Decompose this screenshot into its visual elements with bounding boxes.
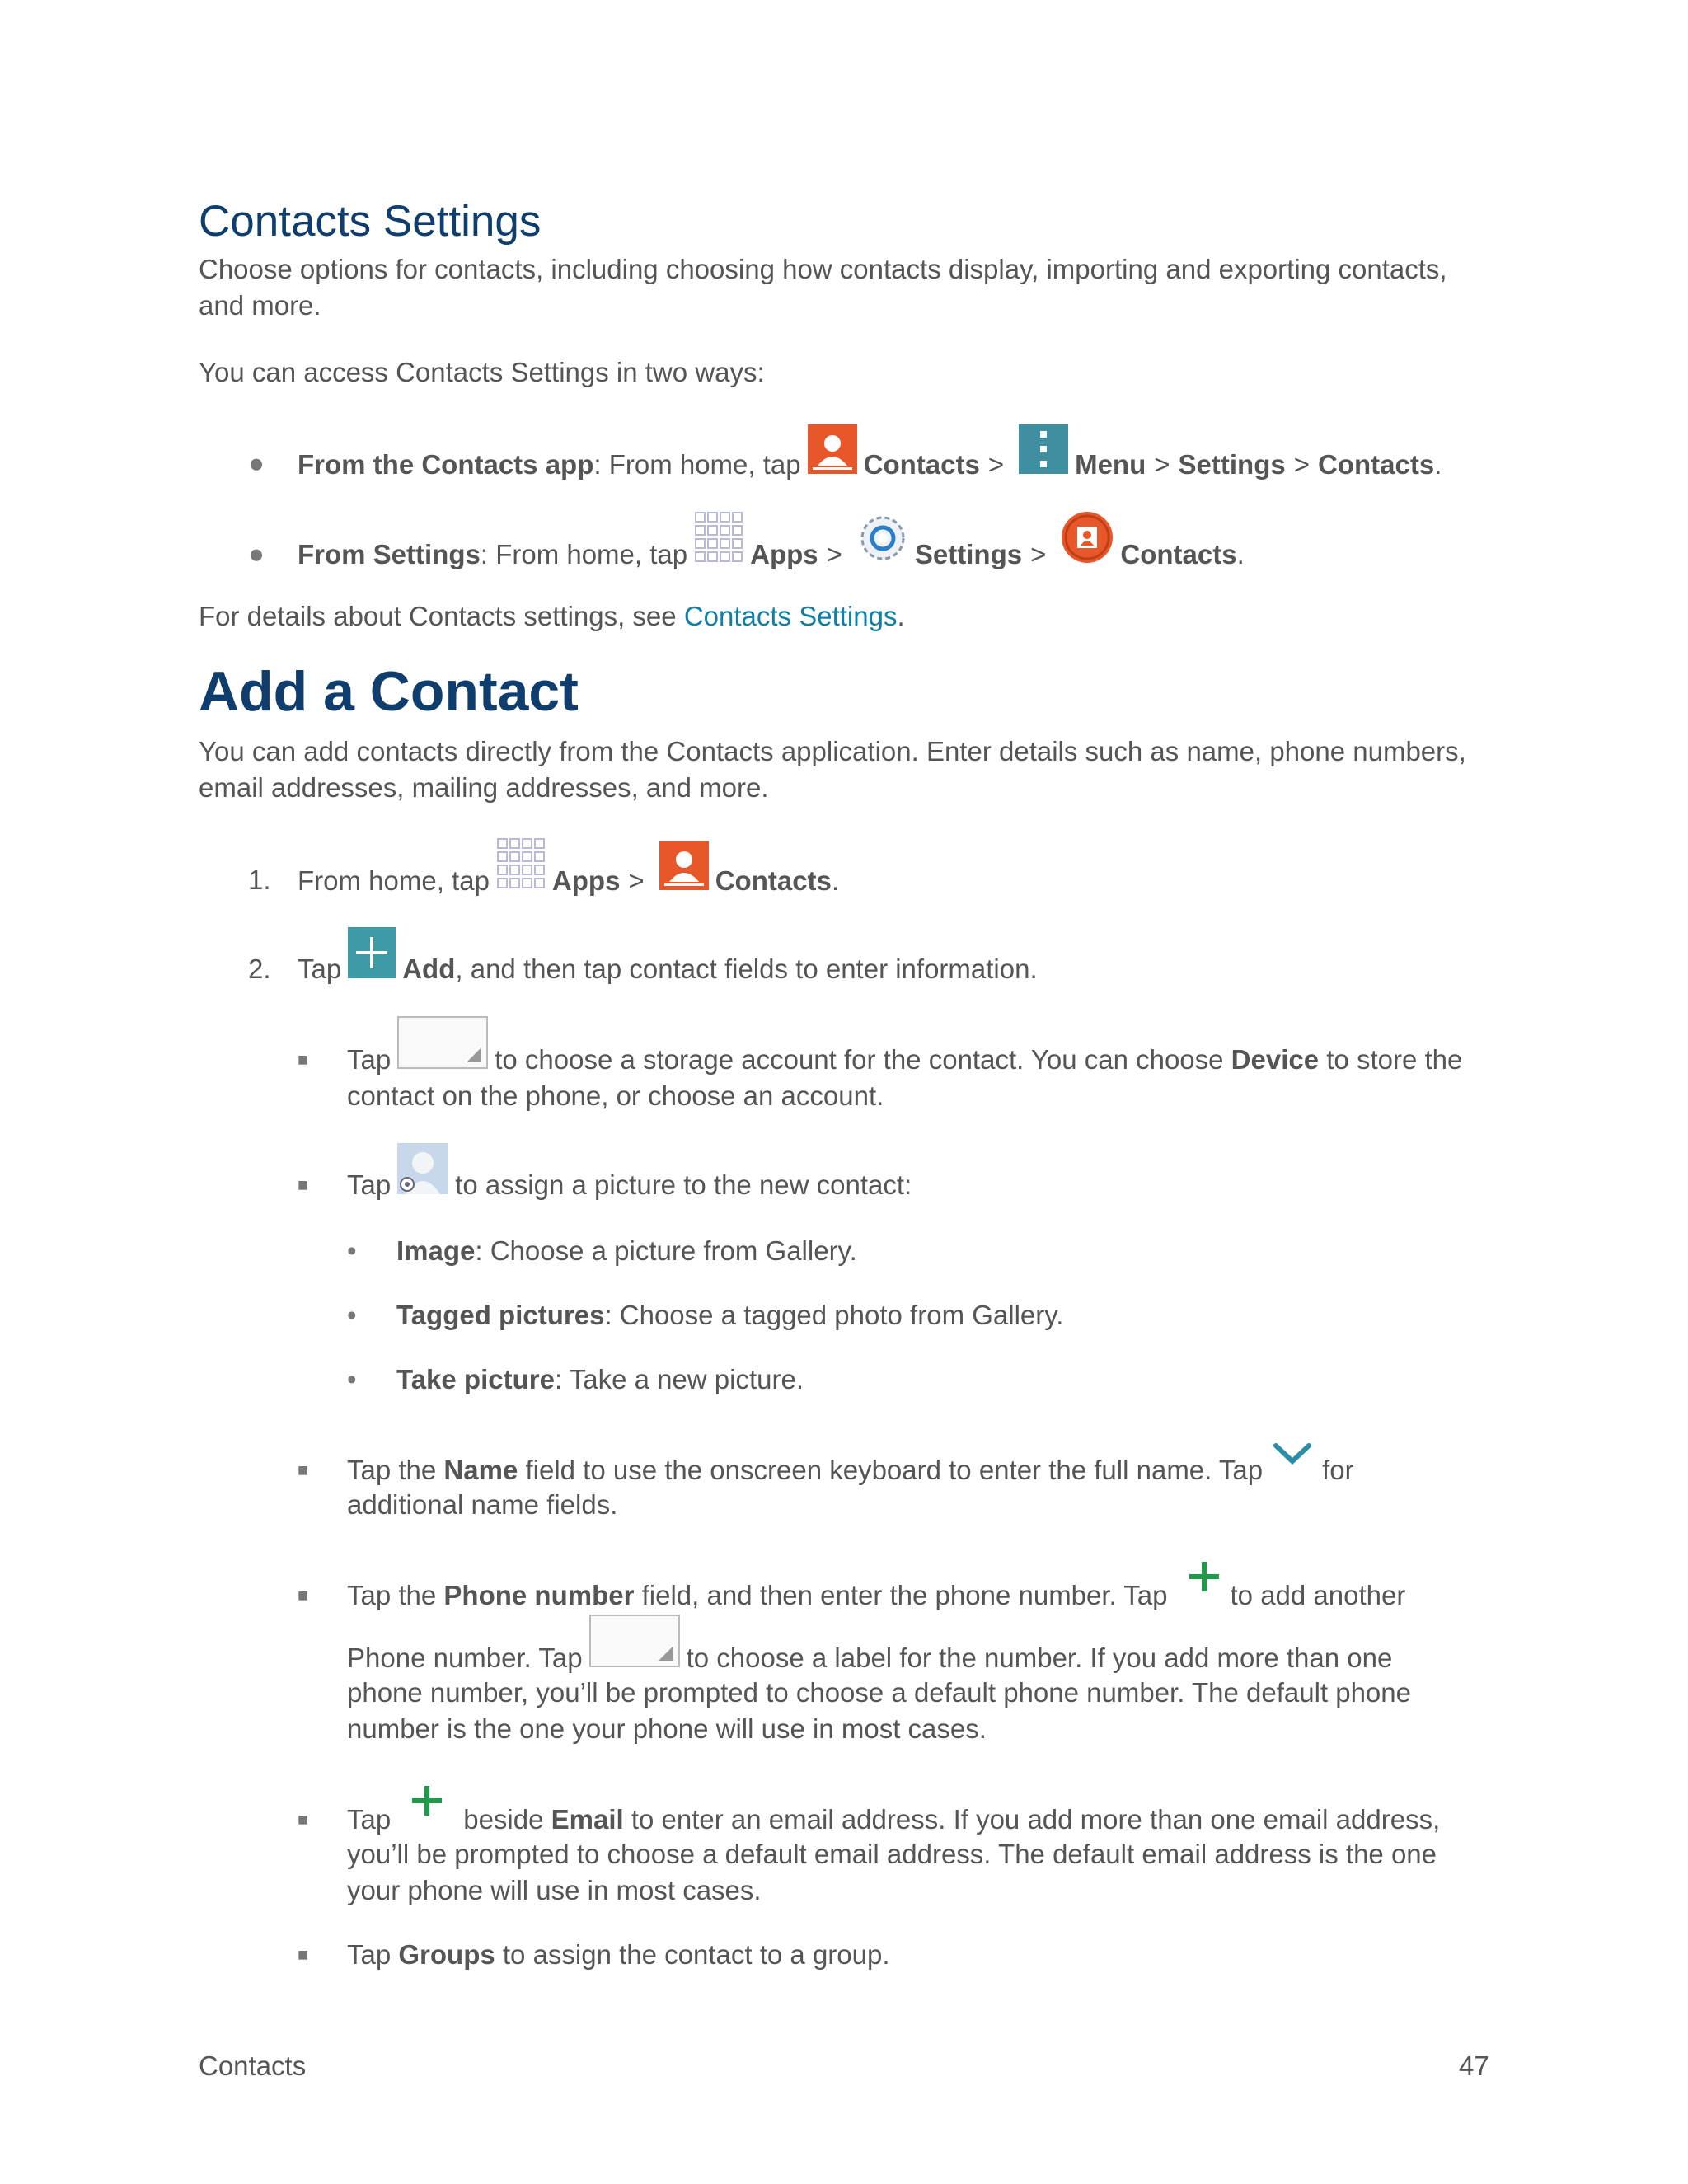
section-title: Contacts Settings: [199, 197, 542, 246]
assign-picture-item: Tap to assign a picture to the new contact:: [347, 1141, 912, 1203]
storage-account-item: Tap to choose a storage account for the contact. You can choose Device to store the: [347, 1014, 1462, 1078]
add-contact-title: Add a Contact: [199, 660, 579, 723]
phone-number-line4: number is the one your phone will use in most cases.: [347, 1713, 987, 1744]
settings-gear-icon[interactable]: [857, 513, 908, 573]
chevron-down-icon[interactable]: [1273, 1439, 1312, 1475]
phone-number-line3: phone number, you’ll be prompted to choose a default phone number. The default phone: [347, 1677, 1411, 1708]
contact-photo-icon[interactable]: [397, 1143, 448, 1203]
picture-option-image: Image: Choose a picture from Gallery.: [396, 1235, 857, 1266]
square-bullet: ■: [298, 1460, 309, 1480]
groups-item: Tap Groups to assign the contact to a group.: [347, 1939, 890, 1970]
phone-number-line2: Phone number. Tap to choose a label for the number. If you add more than one: [347, 1614, 1392, 1676]
phone-number-item: Tap the Phone number field, and then enter the phone number. Tap to add another: [347, 1558, 1405, 1614]
dot-bullet: •: [347, 1300, 357, 1330]
footer-section-name: Contacts: [199, 2050, 307, 2081]
name-field-line2: additional name fields.: [347, 1489, 618, 1520]
dropdown-selector-icon[interactable]: [397, 1016, 488, 1078]
apps-grid-icon[interactable]: [694, 511, 743, 573]
settings-label: Settings: [1178, 449, 1286, 480]
square-bullet: ■: [298, 1585, 309, 1605]
device-label: Device: [1231, 1044, 1320, 1075]
step-number: 1.: [248, 865, 271, 895]
contacts-icon[interactable]: [808, 424, 857, 483]
green-plus-icon[interactable]: [1188, 1560, 1221, 1602]
apps-label: Apps: [551, 865, 621, 896]
step-number: 2.: [248, 954, 271, 984]
menu-icon[interactable]: [1019, 424, 1068, 483]
contacts-label: Contacts: [715, 865, 832, 896]
name-field-item: Tap the Name field to use the onscreen keyboard to enter the full name. Tap for: [347, 1432, 1354, 1488]
access-intro: You can access Contacts Settings in two ways:: [199, 357, 765, 387]
contacts-label: Contacts: [1318, 449, 1435, 480]
bullet: ●: [248, 448, 265, 478]
dot-bullet: •: [347, 1235, 357, 1266]
picture-option-tagged: Tagged pictures: Choose a tagged photo from Gallery.: [396, 1300, 1064, 1330]
access-way-settings: From Settings : From home, tap Apps > Settings > Contacts .: [298, 507, 1245, 573]
email-line3: your phone will use in most cases.: [347, 1875, 762, 1905]
section-intro: Choose options for contacts, including choosing how contacts display, importing and exporting contacts, and more.: [199, 254, 1447, 321]
contacts-round-icon[interactable]: [1061, 511, 1114, 573]
groups-label: Groups: [398, 1939, 495, 1970]
email-line2: you’ll be prompted to choose a default email address. The default email address is the one: [347, 1839, 1437, 1869]
contacts-settings-link[interactable]: Contacts Settings: [683, 601, 898, 631]
contacts-icon[interactable]: [659, 841, 709, 899]
apps-grid-icon[interactable]: [496, 837, 546, 899]
details-line: For details about Contacts settings, see Contacts Settings.: [199, 601, 905, 631]
way2-lead: From Settings: [298, 539, 481, 569]
email-label: Email: [551, 1804, 624, 1835]
green-plus-icon[interactable]: [410, 1784, 443, 1826]
dot-bullet: •: [347, 1364, 357, 1394]
way1-lead: From the Contacts app: [298, 449, 594, 480]
phone-number-label: Phone number: [443, 1580, 635, 1610]
square-bullet: ■: [298, 1049, 309, 1070]
step-2: Tap Add , and then tap contact fields to enter information.: [298, 925, 1038, 987]
step-1: From home, tap Apps > Contacts .: [298, 835, 839, 899]
square-bullet: ■: [298, 1174, 309, 1195]
name-label: Name: [443, 1455, 518, 1485]
add-label: Add: [402, 954, 456, 984]
settings-label: Settings: [914, 539, 1023, 569]
dropdown-selector-icon[interactable]: [589, 1615, 680, 1676]
square-bullet: ■: [298, 1809, 309, 1830]
add-contact-intro: You can add contacts directly from the Contacts application. Enter details such as name, phone numbers, email addresses, mailing addresses, and more.: [199, 736, 1466, 803]
apps-label: Apps: [750, 539, 818, 569]
contacts-label: Contacts: [863, 449, 980, 480]
access-way-contacts-app: From the Contacts app : From home, tap Contacts > Menu > Settings > Contacts .: [298, 420, 1442, 483]
add-plus-icon[interactable]: [348, 927, 396, 987]
bullet: ●: [248, 538, 265, 569]
storage-account-line2: contact on the phone, or choose an account.: [347, 1080, 884, 1111]
picture-option-take: Take picture: Take a new picture.: [396, 1364, 804, 1394]
menu-label: Menu: [1075, 449, 1146, 480]
email-item: Tap beside Email to enter an email address. If you add more than one email address,: [347, 1782, 1440, 1838]
page-number: 47: [1459, 2050, 1489, 2081]
contacts-label: Contacts: [1120, 539, 1237, 569]
square-bullet: ■: [298, 1944, 309, 1965]
